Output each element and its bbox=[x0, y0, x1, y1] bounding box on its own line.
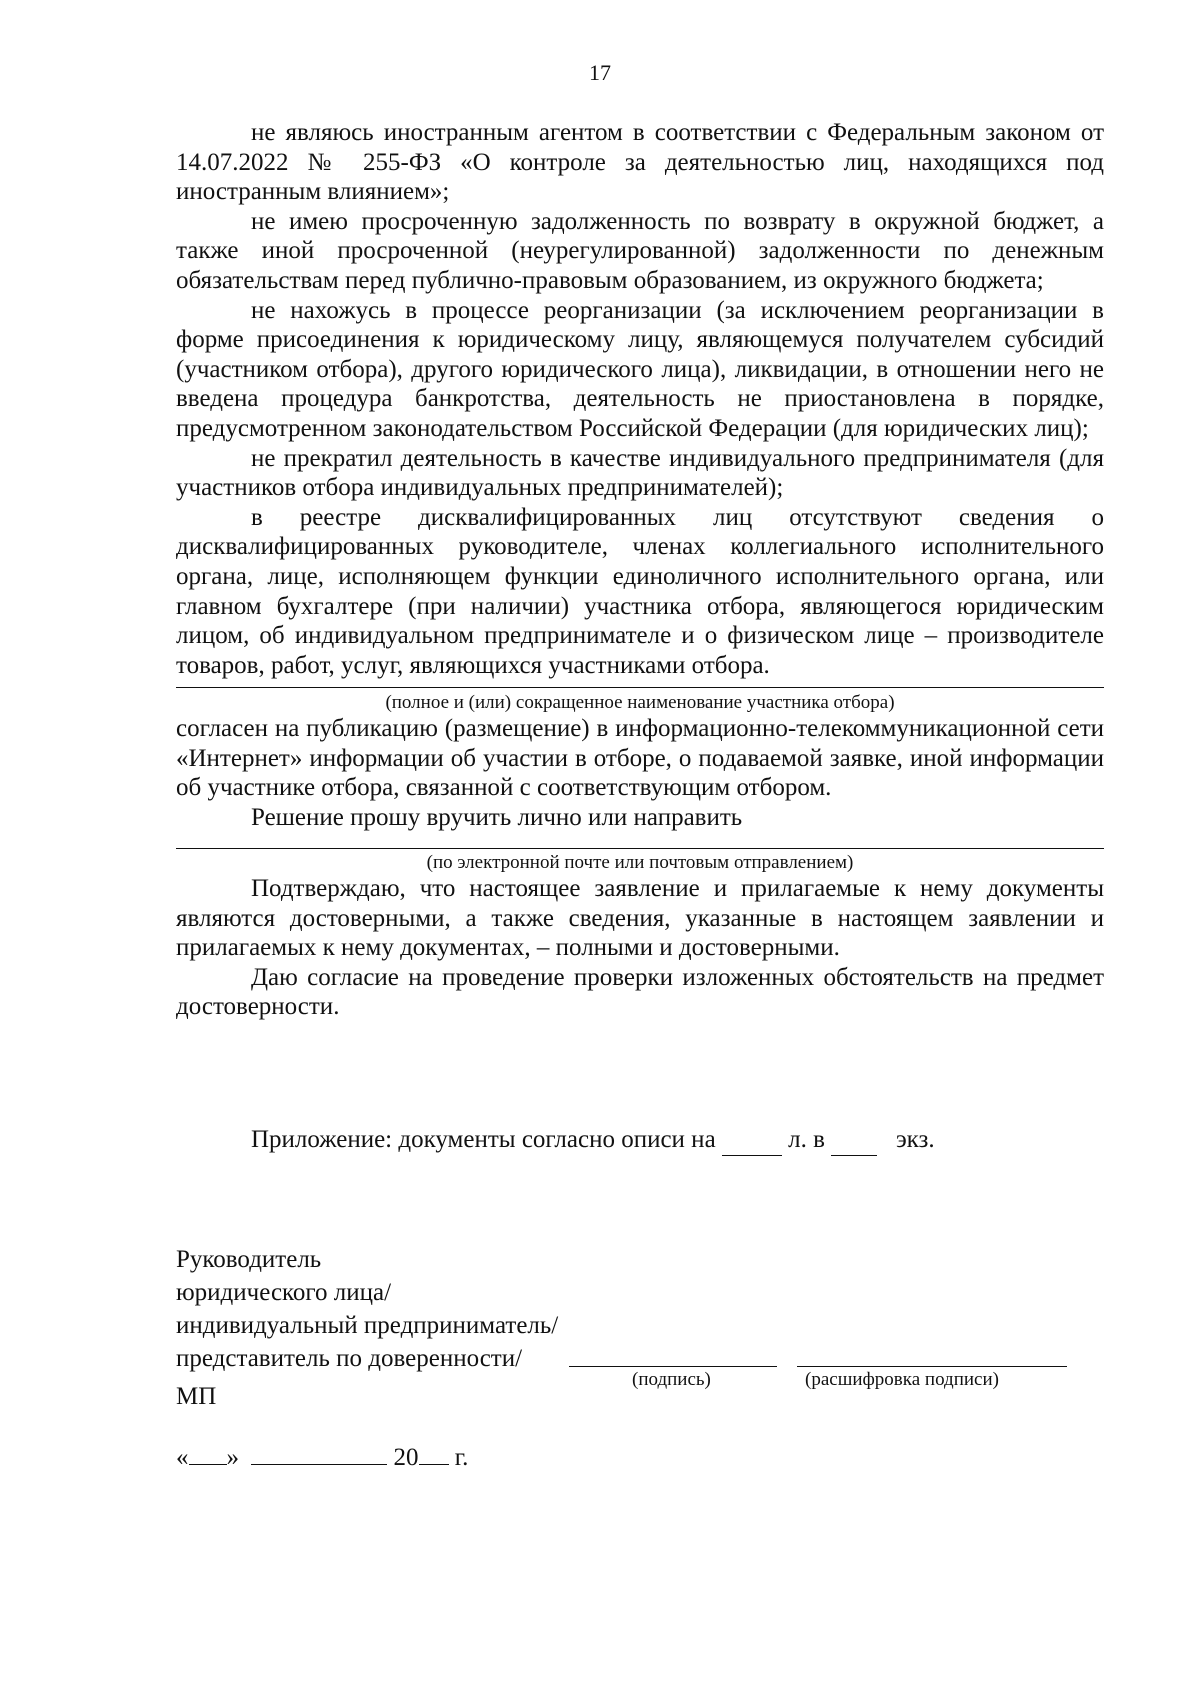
sheets-count-blank[interactable] bbox=[722, 1125, 782, 1156]
signer-block bbox=[176, 1243, 558, 1375]
signature-decoding-caption: (расшифровка подписи) bbox=[805, 1369, 999, 1390]
year-suffix: г. bbox=[454, 1444, 469, 1471]
paragraph-disqualified: в реестре дисквалифицированных лиц отсутствуют сведения о дисквалифицированных руководителе, членах коллегиального исполнительного органа, лице, исполняющем функции единоличного исполнительного органа, или главном бухгалтере (при наличии) участника отбора, являющегося юридическим лицом, об индивидуальном предпринимателе и о физическом лице – производителе товаров, работ, услуг, являющихся участниками отбора. bbox=[176, 503, 1104, 679]
paragraph-entrepreneur: не прекратил деятельность в качестве индивидуального предпринимателя (для участников отбора индивидуальных предпринимателей); bbox=[176, 444, 1104, 502]
attachment-copies-unit: экз. bbox=[895, 1126, 935, 1153]
signer-line-3: индивидуальный предприниматель/ bbox=[176, 1312, 559, 1339]
signer-line-1: Руководитель bbox=[176, 1246, 322, 1273]
confirmation-block bbox=[176, 874, 1104, 1022]
date-row bbox=[176, 1444, 468, 1472]
page-number: 17 bbox=[589, 60, 611, 85]
day-blank[interactable] bbox=[189, 1444, 227, 1465]
attachment-line bbox=[251, 1125, 935, 1156]
year-blank[interactable] bbox=[419, 1444, 449, 1465]
decision-text: Решение прошу вручить лично или направить bbox=[251, 803, 743, 831]
month-blank[interactable] bbox=[251, 1444, 387, 1465]
signer-line-4: представитель по доверенности/ bbox=[176, 1345, 523, 1372]
copies-count-blank[interactable] bbox=[831, 1125, 877, 1156]
consent-block bbox=[176, 714, 1104, 832]
paragraph-foreign-agent: не являюсь иностранным агентом в соответствии с Федеральным законом от 14.07.2022 № 255-ФЗ «О контроле за деятельностью лиц, находящихся под иностранным влиянием»; bbox=[176, 119, 1104, 206]
paragraph-debt: не имею просроченную задолженность по возврату в окружной бюджет, а также иной просроченной (неурегулированной) задолженности по денежным обязательствам перед публично-правовым образованием, из окружного бюджета; bbox=[176, 207, 1104, 294]
confirm-text: Подтверждаю, что настоящее заявление и прилагаемые к нему документы являются достоверными, а также сведения, указанные в настоящем заявлении и прилагаемых к нему документах, – полными и достоверными. bbox=[176, 875, 1104, 962]
signature-decoding-line[interactable] bbox=[797, 1366, 1067, 1367]
signature-caption: (подпись) bbox=[632, 1369, 711, 1390]
delivery-method-caption: (по электронной почте или почтовым отправлением) bbox=[426, 852, 854, 873]
conditions-list bbox=[176, 118, 1104, 680]
date-open-quote: « bbox=[176, 1444, 189, 1471]
paragraph-reorganization: не нахожусь в процессе реорганизации (за исключением реорганизации в форме присоединения к юридическому лицу, являющемуся получателем субсидий (участником отбора), другого юридического лица), ликвидации, в отношении него не введена процедура банкротства, деятельность не приостановлена в порядке, предусмотренном законодательством Российской Федерации (для юридических лиц); bbox=[176, 296, 1104, 442]
attachment-sheets-unit: л. в bbox=[788, 1126, 825, 1153]
participant-name-line[interactable] bbox=[176, 687, 1104, 688]
signer-line-2: юридического лица/ bbox=[176, 1279, 392, 1306]
attachment-prefix: Приложение: документы согласно описи на bbox=[251, 1126, 716, 1153]
agree-text: Даю согласие на проведение проверки изложенных обстоятельств на предмет достоверности. bbox=[176, 963, 1104, 1021]
delivery-method-line[interactable] bbox=[176, 848, 1104, 849]
date-close-quote: » bbox=[226, 1444, 239, 1471]
stamp-label: МП bbox=[176, 1383, 217, 1410]
participant-name-caption: (полное и (или) сокращенное наименование участника отбора) bbox=[385, 692, 895, 713]
year-prefix: 20 bbox=[393, 1444, 419, 1471]
signature-line[interactable] bbox=[569, 1366, 777, 1367]
consent-text: согласен на публикацию (размещение) в информационно-телекоммуникационной сети «Интернет» информации об участии в отборе, о подаваемой заявке, иной информации об участнике отбора, связанной с соответствующим отбором. bbox=[176, 715, 1104, 802]
